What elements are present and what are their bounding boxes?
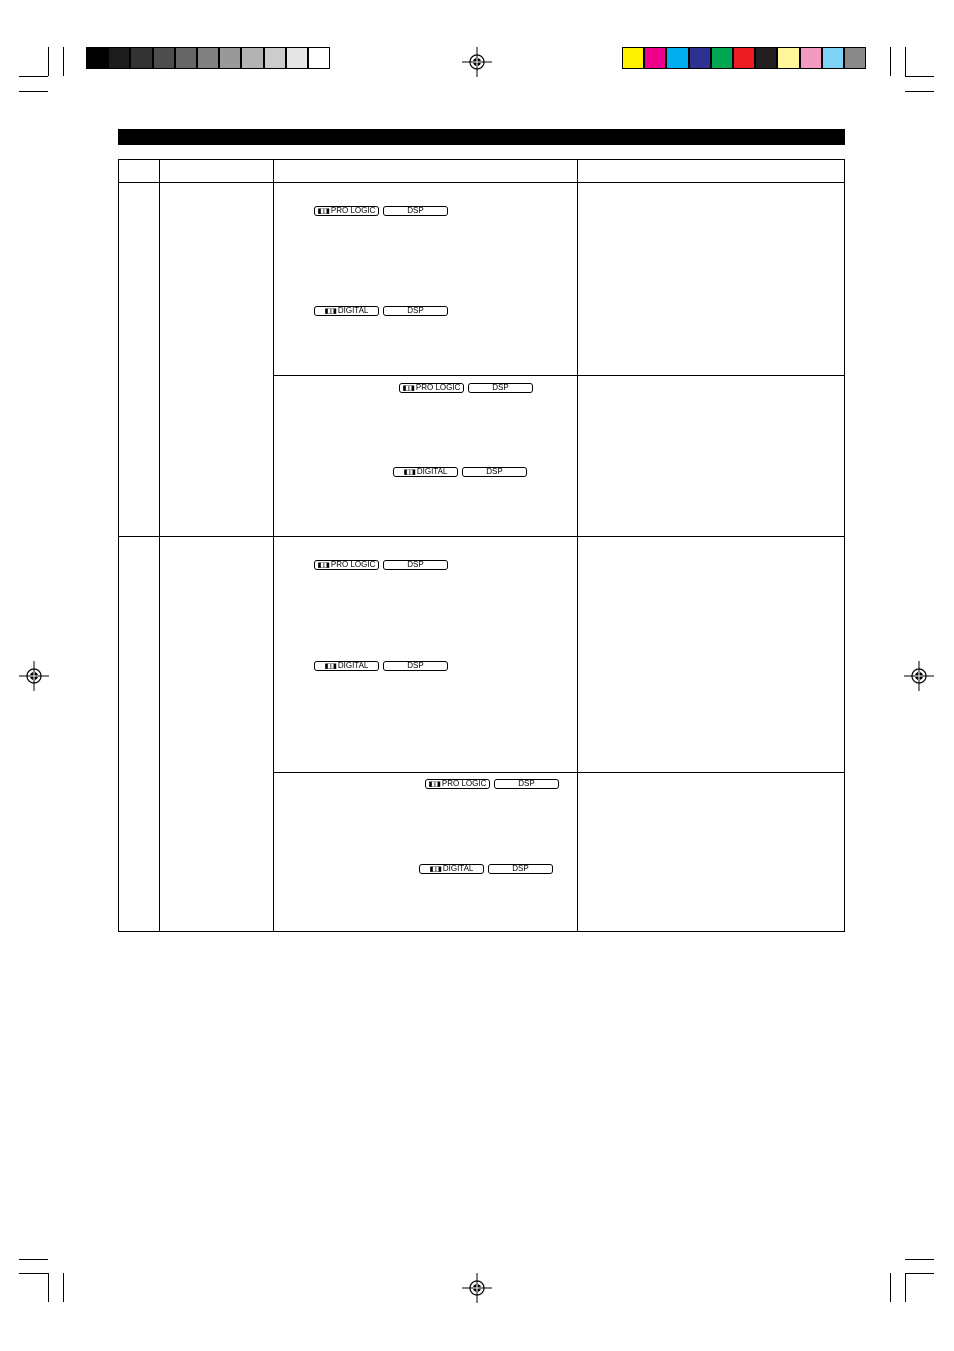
- digital-badge: ◧◨ DIGITAL: [314, 661, 379, 671]
- grayscale-swatch: [286, 47, 308, 69]
- process-color-swatch: [689, 47, 711, 69]
- subrow-divider: [273, 375, 845, 376]
- dsp-badge: DSP: [383, 560, 448, 570]
- crop-mark-line: [19, 91, 48, 92]
- pro-logic-badge: ◧◨ PRO LOGIC: [314, 206, 379, 216]
- grayscale-swatch: [175, 47, 197, 69]
- crop-mark-line: [890, 47, 891, 76]
- dolby-double-d-icon: ◧◨: [317, 207, 329, 215]
- pro-logic-badge: ◧◨ PRO LOGIC: [314, 560, 379, 570]
- process-color-swatch: [644, 47, 666, 69]
- grayscale-swatch: [153, 47, 175, 69]
- dolby-double-d-icon: ◧◨: [403, 468, 415, 476]
- section-header-bar: [118, 129, 845, 145]
- crop-mark-line: [48, 1273, 49, 1302]
- process-color-swatch: [822, 47, 844, 69]
- row-divider: [118, 536, 845, 537]
- grayscale-swatch: [264, 47, 286, 69]
- digital-badge: ◧◨ DIGITAL: [419, 864, 484, 874]
- crop-mark-line: [905, 1273, 934, 1274]
- crop-mark-line: [63, 47, 64, 76]
- crop-mark-line: [890, 1273, 891, 1302]
- process-color-swatch: [800, 47, 822, 69]
- dolby-double-d-icon: ◧◨: [324, 307, 336, 315]
- process-color-swatch: [733, 47, 755, 69]
- dsp-badge: DSP: [383, 306, 448, 316]
- crop-mark-line: [905, 1273, 906, 1302]
- subrow-divider: [273, 772, 845, 773]
- crop-mark-line: [48, 47, 49, 76]
- grayscale-swatch: [86, 47, 108, 69]
- registration-mark-icon: [462, 1273, 492, 1303]
- registration-mark-icon: [904, 661, 934, 691]
- dolby-double-d-icon: ◧◨: [429, 865, 441, 873]
- process-color-swatch: [777, 47, 799, 69]
- grayscale-swatch: [308, 47, 330, 69]
- grayscale-swatch: [197, 47, 219, 69]
- grayscale-swatch: [219, 47, 241, 69]
- crop-mark-line: [19, 76, 48, 77]
- crop-mark-line: [905, 1259, 934, 1260]
- grayscale-swatch: [241, 47, 263, 69]
- pro-logic-badge: ◧◨ PRO LOGIC: [399, 383, 464, 393]
- dsp-badge: DSP: [383, 206, 448, 216]
- process-color-swatch: [666, 47, 688, 69]
- registration-mark-icon: [19, 661, 49, 691]
- process-color-swatch: [755, 47, 777, 69]
- grayscale-swatch: [130, 47, 152, 69]
- registration-mark-icon: [462, 47, 492, 77]
- column-divider: [159, 159, 160, 932]
- crop-mark-line: [19, 1259, 48, 1260]
- table-border: [844, 159, 845, 932]
- dolby-double-d-icon: ◧◨: [428, 780, 440, 788]
- crop-mark-line: [19, 1273, 48, 1274]
- dsp-badge: DSP: [468, 383, 533, 393]
- table-border: [118, 159, 119, 932]
- crop-mark-line: [905, 91, 934, 92]
- column-divider: [577, 159, 578, 932]
- crop-mark-line: [905, 47, 906, 76]
- process-color-swatch: [711, 47, 733, 69]
- table-border: [118, 159, 845, 160]
- process-color-swatch: [622, 47, 644, 69]
- digital-badge: ◧◨ DIGITAL: [314, 306, 379, 316]
- crop-mark-line: [63, 1273, 64, 1302]
- digital-badge: ◧◨ DIGITAL: [393, 467, 458, 477]
- grayscale-swatch: [108, 47, 130, 69]
- pro-logic-badge: ◧◨ PRO LOGIC: [425, 779, 490, 789]
- crop-mark-line: [905, 76, 934, 77]
- dolby-double-d-icon: ◧◨: [402, 384, 414, 392]
- table-border: [118, 931, 845, 932]
- dolby-double-d-icon: ◧◨: [317, 561, 329, 569]
- dsp-badge: DSP: [494, 779, 559, 789]
- dsp-badge: DSP: [462, 467, 527, 477]
- dolby-double-d-icon: ◧◨: [324, 662, 336, 670]
- column-divider: [273, 159, 274, 932]
- header-row-divider: [118, 182, 845, 183]
- dsp-badge: DSP: [488, 864, 553, 874]
- process-color-swatch: [844, 47, 866, 69]
- dsp-badge: DSP: [383, 661, 448, 671]
